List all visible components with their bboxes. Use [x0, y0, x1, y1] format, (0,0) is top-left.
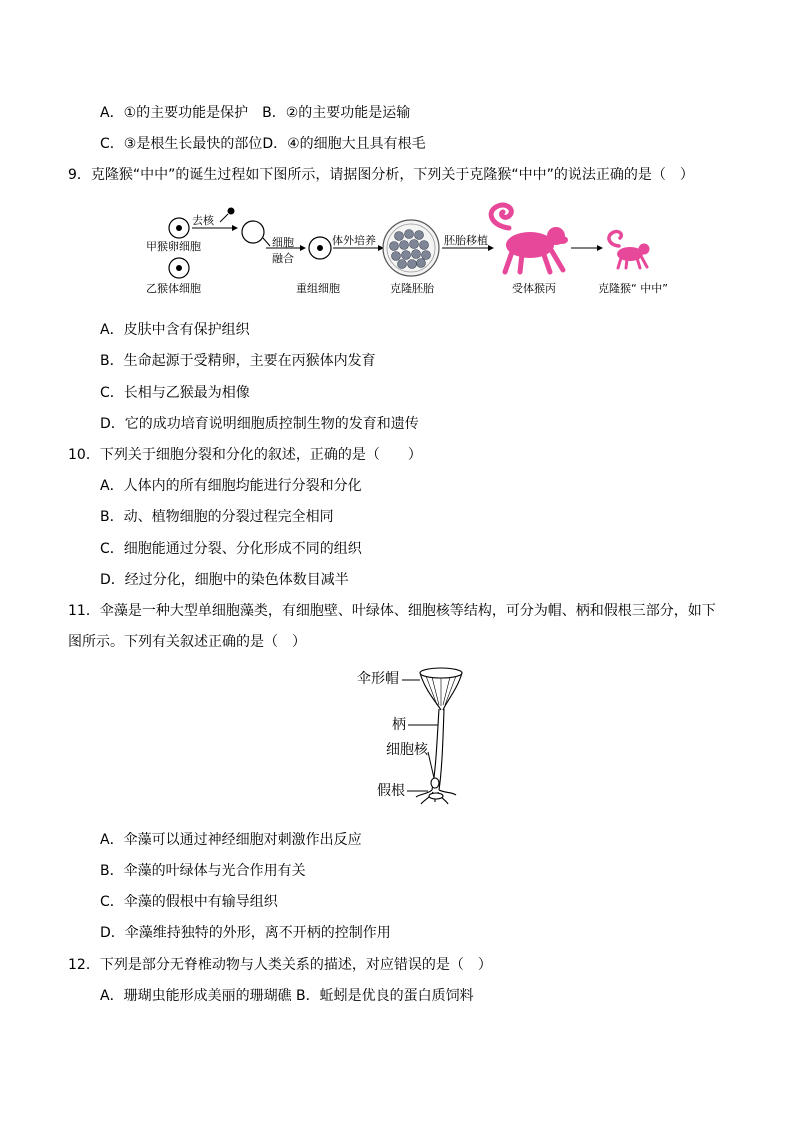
q8-option-cd: C．③是根生长最快的部位D．④的细胞大且具有根毛	[100, 136, 426, 152]
q11-option-a: A．伞藻可以通过神经细胞对刺激作出反应	[100, 832, 362, 848]
label-culture: 体外培养	[332, 234, 376, 247]
q11-stem-line1: 11．伞藻是一种大型单细胞藻类，有细胞壁、叶绿体、细胞核等结构，可分为帽、柄和假根三部分，如下	[68, 603, 716, 619]
leader-nucleus	[428, 752, 434, 778]
label-embryo: 克隆胚胎	[390, 282, 434, 295]
label-rhizoid: 假根	[377, 783, 405, 799]
label-remove-nucleus: 去核	[192, 214, 214, 227]
q9-option-b: B．生命起源于受精卵，主要在丙猴体内发育	[100, 353, 376, 369]
label-recombined-cell: 重组细胞	[296, 282, 340, 295]
label-body-cell: 乙猴体细胞	[146, 282, 201, 295]
q10-option-b: B．动、植物细胞的分裂过程完全相同	[100, 509, 334, 525]
q10-stem: 10．下列关于细胞分裂和分化的叙述，正确的是（ ）	[68, 447, 422, 463]
label-clone: 克隆猴“ 中中”	[598, 282, 668, 295]
label-stalk: 柄	[392, 717, 406, 733]
q9-option-a: A．皮肤中含有保护组织	[100, 322, 250, 338]
q11-option-d: D．伞藻维持独特的外形，离不开柄的控制作用	[100, 925, 391, 941]
q9-stem: 9．克隆猴“中中”的诞生过程如下图所示，请据图分析，下列关于克隆猴“中中”的说法正确的是（ ）	[68, 167, 694, 183]
q12-option-ab: A．珊瑚虫能形成美丽的珊瑚礁 B．蚯蚓是优良的蛋白质饲料	[100, 988, 474, 1004]
q10-option-c: C．细胞能通过分裂、分化形成不同的组织	[100, 541, 362, 557]
q8-option-ab: A．①的主要功能是保护 B．②的主要功能是运输	[100, 105, 411, 121]
q10-option-d: D．经过分化，细胞中的染色体数目减半	[100, 572, 349, 588]
label-nucleus: 细胞核	[386, 742, 428, 758]
q9-option-d: D．它的成功培育说明细胞质控制生物的发育和遗传	[100, 416, 419, 432]
q12-stem: 12．下列是部分无脊椎动物与人类关系的描述，对应错误的是（ ）	[68, 957, 492, 973]
q10-option-a: A．人体内的所有细胞均能进行分裂和分化	[100, 478, 362, 494]
label-recipient: 受体猴丙	[512, 282, 556, 295]
q9-option-c: C．长相与乙猴最为相像	[100, 385, 250, 401]
q11-option-b: B．伞藻的叶绿体与光合作用有关	[100, 863, 306, 879]
q11-option-c: C．伞藻的假根中有输导组织	[100, 894, 278, 910]
label-cap: 伞形帽	[357, 671, 399, 687]
label-egg-cell: 甲猴卵细胞	[146, 240, 201, 253]
label-fusion-1: 细胞	[272, 236, 294, 249]
label-fusion-2: 融合	[272, 252, 294, 265]
label-transfer: 胚胎移植	[444, 234, 488, 247]
q11-stem-line2: 图所示。下列有关叙述正确的是（ ）	[68, 634, 306, 650]
